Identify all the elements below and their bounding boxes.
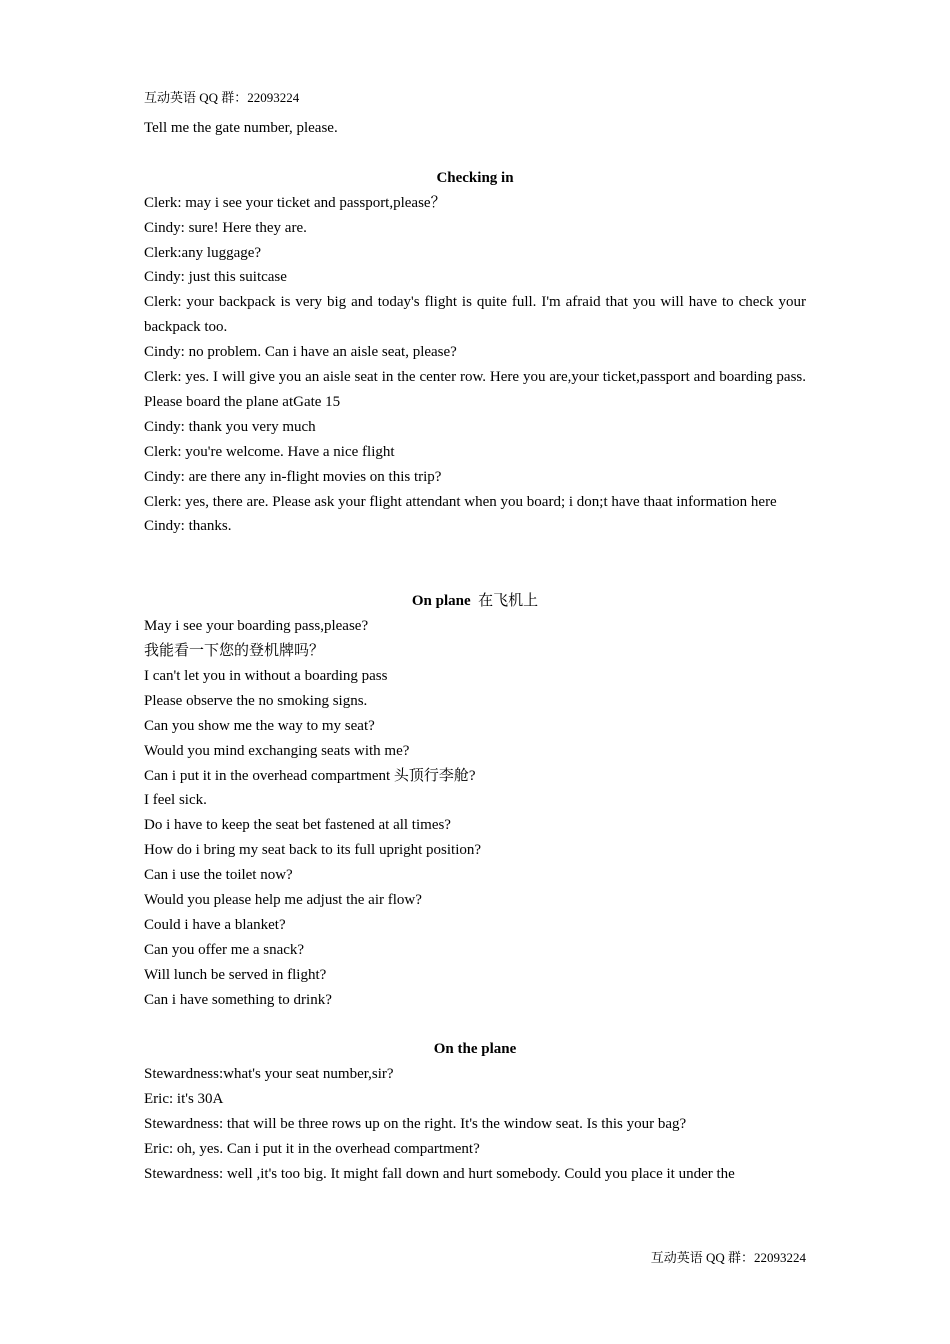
phrase-line: Please observe the no smoking signs. [144,692,368,709]
phrase-line: Can you show me the way to my seat? [144,717,375,734]
intro-line: Tell me the gate number, please. [144,120,338,136]
phrase-line: Could i have a blanket? [144,916,286,933]
phrase-line: I can't let you in without a boarding pass [144,667,388,684]
spacer [144,141,806,166]
phrase-line: Would you mind exchanging seats with me? [144,742,410,759]
phrase-line: 我能看一下您的登机牌吗？ [144,643,325,659]
dialogue-line: Clerk:any luggage? [144,244,262,261]
dialogue-line: Cindy: thank you very much [144,418,316,435]
phrase-line: Do i have to keep the seat bet fastened at all times? [144,817,451,834]
dialogue-line: Clerk: yes. I will give you an aisle seat in the center row. Here you are,your ticket,passport and boarding pass. Please board the plane atGate 15 [144,369,806,410]
dialogue-line: Clerk: may i see your ticket and passport,please？ [144,194,446,211]
dialogue-line: Stewardness: well ,it's too big. It might fall down and hurt somebody. Could you place it under the [144,1166,735,1183]
spacer [144,539,806,589]
section-title-en: On plane [411,593,471,610]
dialogue-line: Clerk: you're welcome. Have a nice flight [144,443,395,460]
dialogue-line: Clerk: your backpack is very big and today's flight is quite full. I'm afraid that you will have to check your backpack too. [144,294,806,336]
dialogue-line: Clerk: yes, there are. Please ask your flight attendant when you board; i don;t have thaat information here [144,493,777,510]
dialogue-line: Cindy: thanks. [144,518,232,535]
document-body [144,116,806,1187]
dialogue-line: Stewardness: that will be three rows up on the right. It's the window seat. Is this your bag? [144,1116,687,1133]
dialogue-line: Eric: oh, yes. Can i put it in the overhead compartment? [144,1141,480,1158]
phrase-line: How do i bring my seat back to its full upright position? [144,842,482,859]
phrase-line: Can i put it in the overhead compartment 头顶行李舱? [144,767,476,784]
page-footer: 互动英语 QQ 群：22093224 [650,1250,806,1265]
dialogue-line: Cindy: are there any in-flight movies on this trip? [144,468,442,485]
phrase-line: Would you please help me adjust the air flow? [144,892,422,909]
section-title-checking-in: Checking in [436,169,514,186]
spacer [144,1013,806,1038]
phrase-line: I feel sick. [144,792,207,809]
dialogue-line: Cindy: no problem. Can i have an aisle seat, please? [144,344,457,361]
dialogue-line: Cindy: just this suitcase [144,269,287,286]
dialogue-line: Eric: it's 30A [144,1091,224,1108]
phrase-line: Will lunch be served in flight? [144,966,327,983]
phrase-line: Can i have something to drink? [144,991,332,1008]
section-title-zh: 在飞机上 [478,593,539,610]
phrase-line: Can i use the toilet now? [144,867,293,884]
dialogue-line: Stewardness:what's your seat number,sir? [144,1066,394,1083]
phrase-line: Can you offer me a snack? [144,941,305,958]
dialogue-line: Cindy: sure! Here they are. [144,219,307,236]
phrase-line: May i see your boarding pass,please? [144,618,369,635]
page-header: 互动英语 QQ 群：22093224 [144,90,300,105]
section-title-on-the-plane: On the plane [433,1041,517,1058]
section-title-on-plane [144,589,806,614]
